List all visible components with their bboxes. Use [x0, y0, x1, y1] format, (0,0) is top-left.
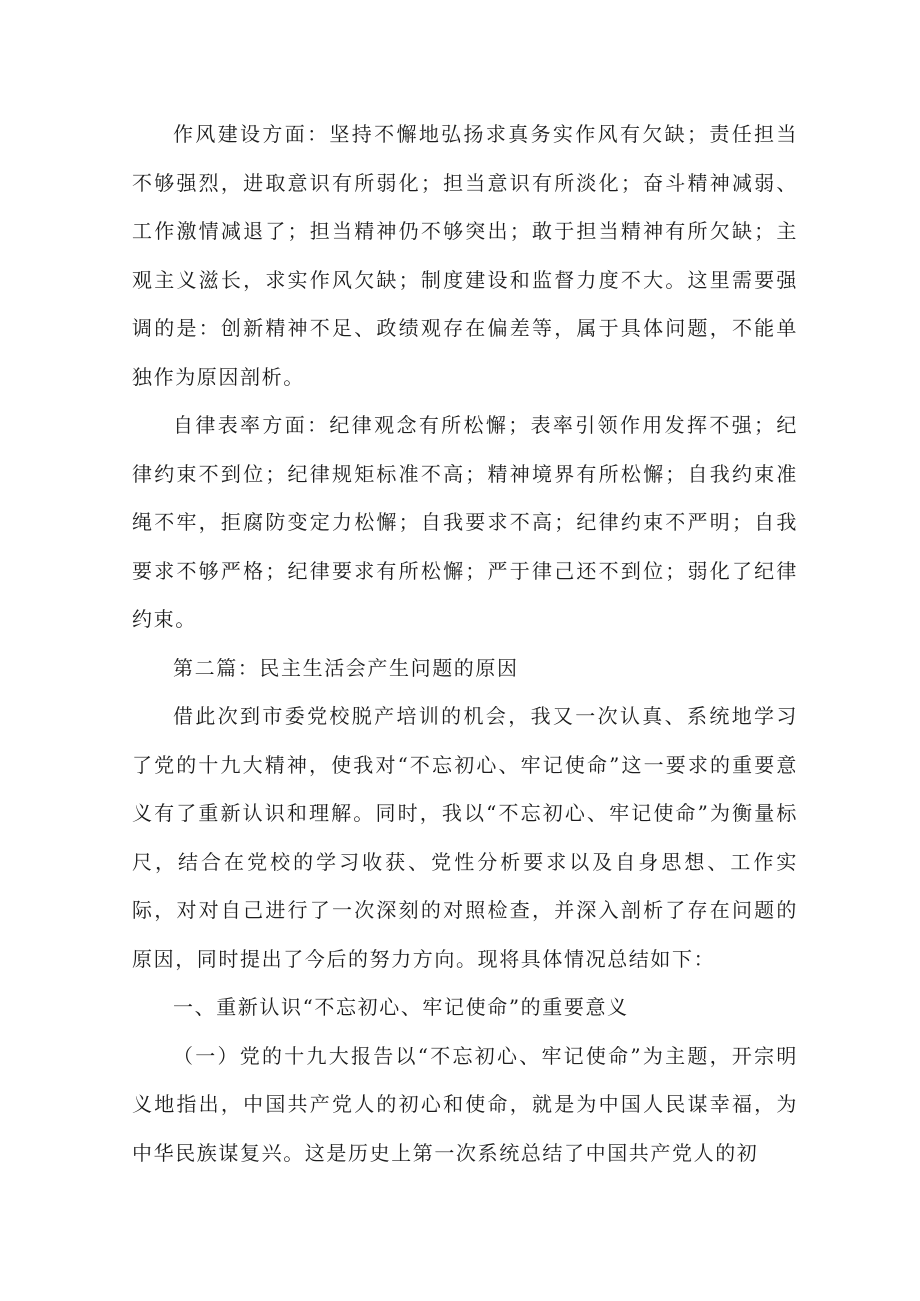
- paragraph-subsection-one: （一）党的十九大报告以“不忘初心、牢记使命”为主题，开宗明义地指出，中国共产党人的初心和使命，就是为中国人民谋幸福，为中华民族谋复兴。这是历史上第一次系统总结了中国共产党人的初: [132, 1043, 798, 1165]
- section-heading-part-two: 第二篇：民主生活会产生问题的原因: [173, 655, 519, 680]
- paragraph-self-discipline: 自律表率方面：纪律观念有所松懈；表率引领作用发挥不强；纪律约束不到位；纪律规矩标准不高；精神境界有所松懈；自我约束准绳不牢，拒腐防变定力松懈；自我要求不高；纪律约束不严明；自我要求不够严格；纪律要求有所松懈；严于律己还不到位；弱化了纪律约束。: [132, 413, 798, 631]
- paragraph-work-style: 作风建设方面：坚持不懈地弘扬求真务实作风有欠缺；责任担当不够强烈，进取意识有所弱化；担当意识有所淡化；奋斗精神减弱、工作激情减退了；担当精神仍不够突出；敢于担当精神有所欠缺；主观主义滋长，求实作风欠缺；制度建设和监督力度不大。这里需要强调的是：创新精神不足、政绩观存在偏差等，属于具体问题，不能单独作为原因剖析。: [132, 122, 798, 389]
- paragraph-intro: 借此次到市委党校脱产培训的机会，我又一次认真、系统地学习了党的十九大精神，使我对“不忘初心、牢记使命”这一要求的重要意义有了重新认识和理解。同时，我以“不忘初心、牢记使命”为衡量标尺，结合在党校的学习收获、党性分析要求以及自身思想、工作实际，对对自己进行了一次深刻的对照检查，并深入剖析了存在问题的原因，同时提出了今后的努力方向。现将具体情况总结如下：: [132, 704, 798, 971]
- document-body: [132, 110, 798, 1177]
- section-heading-one: 一、重新认识“不忘初心、牢记使命”的重要意义: [173, 995, 629, 1019]
